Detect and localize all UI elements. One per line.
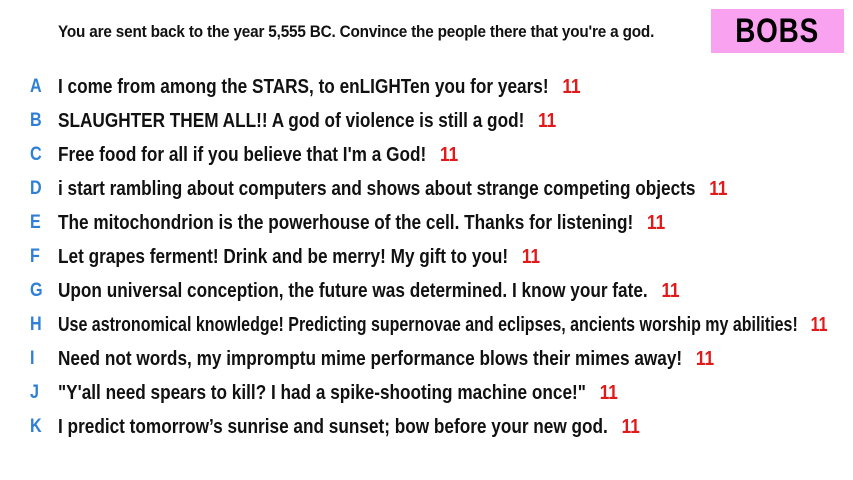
- answer-letter: J: [30, 382, 39, 403]
- answer-content: [58, 348, 714, 371]
- answer-content: [58, 314, 828, 337]
- answer-text: Upon universal conception, the future was determined. I know your fate.: [58, 279, 648, 302]
- answer-text: Free food for all if you believe that I'm a God!: [58, 143, 427, 166]
- answer-text: The mitochondrion is the powerhouse of the cell. Thanks for listening!: [58, 211, 634, 234]
- answer-letter: E: [30, 212, 41, 233]
- answer-content: [58, 178, 727, 201]
- answer-text: Need not words, my impromptu mime performance blows their mimes away!: [58, 347, 683, 370]
- answer-content: [58, 76, 581, 99]
- answer-letter: K: [30, 416, 42, 437]
- answer-content: [58, 144, 458, 167]
- answer-letter: G: [30, 280, 43, 301]
- answer-letter: C: [30, 144, 42, 165]
- answer-text: Use astronomical knowledge! Predicting supernovae and eclipses, ancients worship my abilities!: [58, 313, 798, 336]
- answer-score: 11: [562, 75, 581, 98]
- answer-score: 11: [621, 415, 640, 438]
- answer-letter: H: [30, 314, 42, 335]
- answer-content: [58, 246, 540, 269]
- answer-score: 11: [599, 381, 618, 404]
- prompt-text: You are sent back to the year 5,555 BC. Convince the people there that you're a god.: [58, 22, 655, 41]
- answer-text: SLAUGHTER THEM ALL!! A god of violence is still a god!: [58, 109, 525, 132]
- team-name: BOBS: [735, 11, 820, 50]
- answer-score: 11: [810, 313, 828, 336]
- answer-content: [58, 280, 680, 303]
- answer-text: "Y'all need spears to kill? I had a spike-shooting machine once!": [58, 381, 586, 404]
- answer-score: 11: [521, 245, 541, 268]
- answer-text: Let grapes ferment! Drink and be merry! My gift to you!: [58, 245, 509, 268]
- answer-letter: F: [30, 246, 40, 267]
- answer-score: 11: [647, 211, 666, 234]
- answer-letter: I: [30, 348, 35, 369]
- answer-score: 11: [538, 109, 557, 132]
- answer-content: [58, 416, 640, 439]
- answer-letter: A: [30, 76, 42, 97]
- answer-content: [58, 212, 665, 235]
- team-badge: [711, 9, 844, 53]
- answer-score: 11: [695, 347, 715, 370]
- answer-letter: D: [30, 178, 42, 199]
- answer-text: I predict tomorrow’s sunrise and sunset; bow before your new god.: [58, 415, 608, 438]
- answer-text: i start rambling about computers and shows about strange competing objects: [58, 177, 696, 200]
- answer-score: 11: [709, 177, 728, 200]
- answer-content: [58, 110, 556, 133]
- answer-content: [58, 382, 618, 405]
- answer-score: 11: [439, 143, 459, 166]
- answer-letter: B: [30, 110, 42, 131]
- answer-score: 11: [661, 279, 680, 302]
- answer-text: I come from among the STARS, to enLIGHTen you for years!: [58, 75, 549, 98]
